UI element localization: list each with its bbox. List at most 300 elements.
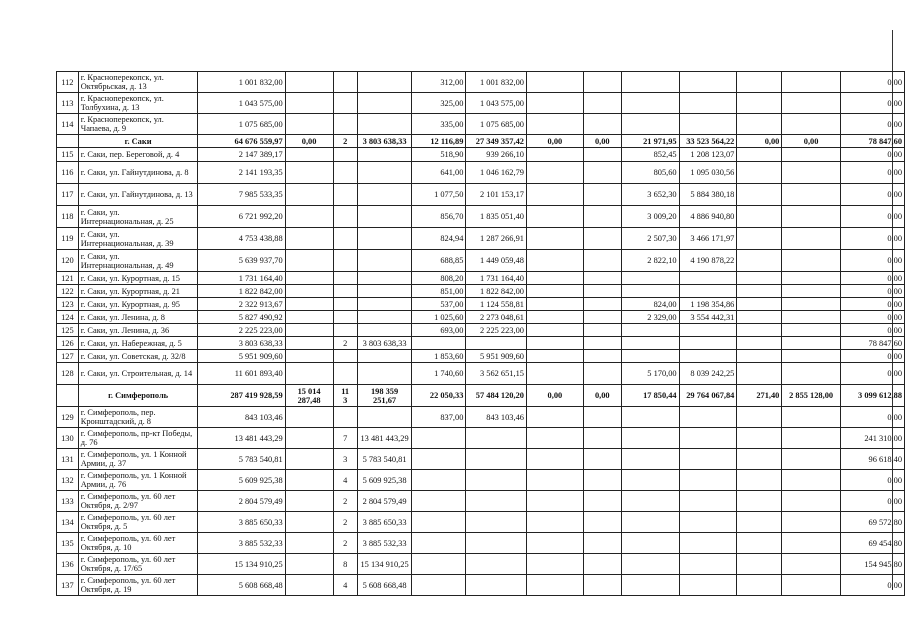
area-e: [621, 428, 679, 449]
area-e: 17 850,44: [621, 385, 679, 407]
count-b: [333, 148, 357, 162]
cost-g: 154 945,80: [840, 554, 904, 575]
cost-c: 1 075 685,00: [466, 114, 527, 135]
cost-b: [357, 350, 411, 363]
count-b: [333, 72, 357, 93]
cost-g: 0,00: [840, 148, 904, 162]
area-f: [737, 311, 782, 324]
cost-g: 0,00: [840, 311, 904, 324]
row-number: 131: [57, 449, 79, 470]
table-row: [57, 311, 905, 324]
area-d: [526, 470, 583, 491]
area-f: [737, 449, 782, 470]
cost-c: 27 349 357,42: [466, 135, 527, 148]
cost-f: [782, 93, 840, 114]
total-cost: 11 601 893,40: [198, 363, 285, 385]
total-cost: 3 885 532,33: [198, 533, 285, 554]
cost-b: 3 885 532,33: [357, 533, 411, 554]
cost-f: [782, 324, 840, 337]
cost-a: [285, 285, 333, 298]
area-c: [412, 512, 466, 533]
count-b: [333, 350, 357, 363]
cost-d: 0,00: [583, 385, 621, 407]
area-c: [412, 491, 466, 512]
cost-g: 78 847,60: [840, 337, 904, 350]
area-c: 1 740,60: [412, 363, 466, 385]
area-c: 1 025,60: [412, 311, 466, 324]
area-c: [412, 554, 466, 575]
area-c: 335,00: [412, 114, 466, 135]
total-cost: 843 103,46: [198, 407, 285, 428]
row-number: 114: [57, 114, 79, 135]
cost-d: [583, 512, 621, 533]
cost-a: [285, 533, 333, 554]
total-cost: 13 481 443,29: [198, 428, 285, 449]
row-number: 118: [57, 206, 79, 228]
area-d: [526, 285, 583, 298]
cost-b: 3 803 638,33: [357, 135, 411, 148]
area-c: 808,20: [412, 272, 466, 285]
cost-g: 78 847,60: [840, 135, 904, 148]
address-cell: г. Саки, ул. Интернациональная, д. 25: [78, 206, 198, 228]
cost-a: [285, 114, 333, 135]
area-c: [412, 449, 466, 470]
table-row: [57, 298, 905, 311]
area-c: 325,00: [412, 93, 466, 114]
total-cost: 5 639 937,70: [198, 250, 285, 272]
cost-f: [782, 285, 840, 298]
area-f: [737, 491, 782, 512]
cost-b: [357, 72, 411, 93]
cost-g: 0,00: [840, 298, 904, 311]
table-row: [57, 470, 905, 491]
total-cost: 287 419 928,59: [198, 385, 285, 407]
area-c: [412, 337, 466, 350]
cost-b: [357, 148, 411, 162]
count-b: [333, 250, 357, 272]
address-cell: г. Симферополь, ул. 60 лет Октября, д. 2/97: [78, 491, 198, 512]
cost-f: [782, 72, 840, 93]
cost-d: [583, 206, 621, 228]
area-f: [737, 533, 782, 554]
address-cell: г. Саки, ул. Строительная, д. 14: [78, 363, 198, 385]
cost-f: 0,00: [782, 135, 840, 148]
cost-f: [782, 554, 840, 575]
row-number: 116: [57, 162, 79, 184]
address-cell: г. Саки, ул. Гайнутдинова, д. 8: [78, 162, 198, 184]
address-cell: г. Симферополь, ул. 60 лет Октября, д. 5: [78, 512, 198, 533]
area-d: [526, 554, 583, 575]
address-cell: г. Саки, ул. Курортная, д. 15: [78, 272, 198, 285]
area-c: 518,90: [412, 148, 466, 162]
table-row: [57, 512, 905, 533]
cost-g: 69 572,80: [840, 512, 904, 533]
area-c: 856,70: [412, 206, 466, 228]
area-e: 852,45: [621, 148, 679, 162]
area-f: [737, 148, 782, 162]
cost-d: [583, 162, 621, 184]
address-cell: г. Красноперекопск, ул. Чапаева, д. 9: [78, 114, 198, 135]
area-f: [737, 272, 782, 285]
cost-c: 1 043 575,00: [466, 93, 527, 114]
cost-e: [679, 407, 737, 428]
cost-e: 4 886 940,80: [679, 206, 737, 228]
cost-b: 3 885 650,33: [357, 512, 411, 533]
total-cost: 2 322 913,67: [198, 298, 285, 311]
row-number: [57, 385, 79, 407]
area-d: [526, 491, 583, 512]
cost-d: [583, 250, 621, 272]
count-b: [333, 272, 357, 285]
count-b: [333, 114, 357, 135]
cost-d: [583, 363, 621, 385]
address-cell: г. Саки: [78, 135, 198, 148]
cost-b: [357, 311, 411, 324]
total-cost: 3 803 638,33: [198, 337, 285, 350]
cost-c: 1 124 558,81: [466, 298, 527, 311]
area-d: [526, 250, 583, 272]
cost-f: [782, 470, 840, 491]
area-f: [737, 162, 782, 184]
area-d: [526, 93, 583, 114]
cost-g: 96 618,40: [840, 449, 904, 470]
cost-a: 0,00: [285, 135, 333, 148]
cost-e: [679, 470, 737, 491]
area-c: 688,85: [412, 250, 466, 272]
cost-f: [782, 206, 840, 228]
count-b: [333, 324, 357, 337]
table-row: [57, 72, 905, 93]
area-e: [621, 470, 679, 491]
address-cell: г. Красноперекопск, ул. Октябрьская, д. 13: [78, 72, 198, 93]
cost-g: 3 099 612,88: [840, 385, 904, 407]
count-b: [333, 285, 357, 298]
area-f: [737, 250, 782, 272]
cost-a: [285, 162, 333, 184]
cost-b: [357, 363, 411, 385]
area-c: 824,94: [412, 228, 466, 250]
address-cell: г. Симферополь, ул. 60 лет Октября, д. 17/65: [78, 554, 198, 575]
cost-d: [583, 324, 621, 337]
cost-e: 1 198 354,86: [679, 298, 737, 311]
cost-c: [466, 449, 527, 470]
cost-b: [357, 298, 411, 311]
cost-d: [583, 285, 621, 298]
total-cost: 5 951 909,60: [198, 350, 285, 363]
address-cell: г. Саки, ул. Ленина, д. 36: [78, 324, 198, 337]
count-b: 11 3: [333, 385, 357, 407]
row-number: 124: [57, 311, 79, 324]
area-f: [737, 428, 782, 449]
cost-c: 1 287 266,91: [466, 228, 527, 250]
cost-d: [583, 350, 621, 363]
area-f: [737, 184, 782, 206]
address-cell: г. Саки, ул. Ленина, д. 8: [78, 311, 198, 324]
area-f: [737, 93, 782, 114]
cost-e: [679, 72, 737, 93]
cost-g: 0,00: [840, 250, 904, 272]
area-f: [737, 206, 782, 228]
area-f: [737, 575, 782, 596]
area-d: [526, 533, 583, 554]
count-b: 3: [333, 449, 357, 470]
area-d: [526, 228, 583, 250]
cost-d: [583, 533, 621, 554]
area-f: [737, 363, 782, 385]
cost-c: 1 835 051,40: [466, 206, 527, 228]
area-f: [737, 512, 782, 533]
table-row: [57, 324, 905, 337]
cost-b: [357, 114, 411, 135]
cost-d: [583, 311, 621, 324]
total-cost: 3 885 650,33: [198, 512, 285, 533]
row-number: 137: [57, 575, 79, 596]
cost-e: [679, 324, 737, 337]
housing-repair-table: [56, 71, 905, 596]
area-f: [737, 72, 782, 93]
cost-a: [285, 228, 333, 250]
table-row: [57, 184, 905, 206]
cost-d: [583, 337, 621, 350]
area-c: 312,00: [412, 72, 466, 93]
cost-d: 0,00: [583, 135, 621, 148]
area-e: [621, 324, 679, 337]
cost-c: 2 101 153,17: [466, 184, 527, 206]
area-f: [737, 337, 782, 350]
area-c: 537,00: [412, 298, 466, 311]
cost-c: [466, 337, 527, 350]
count-b: [333, 93, 357, 114]
count-b: [333, 162, 357, 184]
cost-a: [285, 491, 333, 512]
cost-d: [583, 298, 621, 311]
area-e: 2 329,00: [621, 311, 679, 324]
cost-c: [466, 512, 527, 533]
cost-e: [679, 285, 737, 298]
table-row: [57, 228, 905, 250]
cost-f: [782, 407, 840, 428]
cost-f: [782, 533, 840, 554]
cost-a: [285, 298, 333, 311]
cost-b: 15 134 910,25: [357, 554, 411, 575]
cost-c: [466, 428, 527, 449]
cost-c: 1 001 832,00: [466, 72, 527, 93]
cost-b: [357, 324, 411, 337]
cost-e: [679, 512, 737, 533]
count-b: [333, 298, 357, 311]
address-cell: г. Саки, ул. Интернациональная, д. 49: [78, 250, 198, 272]
address-cell: г. Саки, ул. Гайнутдинова, д. 13: [78, 184, 198, 206]
cost-f: [782, 298, 840, 311]
cost-a: [285, 311, 333, 324]
table-row: [57, 533, 905, 554]
address-cell: г. Симферополь, ул. 60 лет Октября, д. 19: [78, 575, 198, 596]
area-e: 2 507,30: [621, 228, 679, 250]
area-c: 837,00: [412, 407, 466, 428]
area-c: 1 077,50: [412, 184, 466, 206]
cost-d: [583, 575, 621, 596]
count-b: [333, 407, 357, 428]
table-row: [57, 575, 905, 596]
row-number: 123: [57, 298, 79, 311]
cost-e: [679, 350, 737, 363]
cost-e: [679, 575, 737, 596]
cost-a: [285, 350, 333, 363]
cost-g: 0,00: [840, 206, 904, 228]
count-b: 7: [333, 428, 357, 449]
cost-e: 5 884 380,18: [679, 184, 737, 206]
cost-g: 0,00: [840, 491, 904, 512]
area-e: [621, 93, 679, 114]
cost-g: 0,00: [840, 162, 904, 184]
count-b: 4: [333, 470, 357, 491]
cost-a: [285, 272, 333, 285]
cost-e: 1 208 123,07: [679, 148, 737, 162]
cost-e: 3 466 171,97: [679, 228, 737, 250]
cost-d: [583, 93, 621, 114]
row-number: 129: [57, 407, 79, 428]
area-e: [621, 491, 679, 512]
count-b: 2: [333, 337, 357, 350]
count-b: [333, 206, 357, 228]
area-d: [526, 575, 583, 596]
cost-d: [583, 470, 621, 491]
area-d: [526, 162, 583, 184]
total-cost: 6 721 992,20: [198, 206, 285, 228]
cost-a: [285, 407, 333, 428]
address-cell: г. Красноперекопск, ул. Толбухина, д. 13: [78, 93, 198, 114]
cost-a: [285, 428, 333, 449]
area-e: 805,60: [621, 162, 679, 184]
cost-c: 843 103,46: [466, 407, 527, 428]
cost-d: [583, 272, 621, 285]
count-b: [333, 228, 357, 250]
cost-c: 2 273 048,61: [466, 311, 527, 324]
total-cost: 2 141 193,35: [198, 162, 285, 184]
cost-g: 0,00: [840, 285, 904, 298]
table-row: [57, 272, 905, 285]
cost-a: [285, 72, 333, 93]
row-number: 126: [57, 337, 79, 350]
cost-g: 0,00: [840, 184, 904, 206]
address-cell: г. Саки, ул. Курортная, д. 21: [78, 285, 198, 298]
area-d: [526, 114, 583, 135]
area-d: [526, 449, 583, 470]
area-f: [737, 324, 782, 337]
cost-e: [679, 428, 737, 449]
cost-f: [782, 512, 840, 533]
cost-f: [782, 148, 840, 162]
area-f: [737, 228, 782, 250]
cost-e: [679, 491, 737, 512]
cost-b: [357, 184, 411, 206]
table-row: [57, 114, 905, 135]
cost-g: 241 310,00: [840, 428, 904, 449]
total-cost: 15 134 910,25: [198, 554, 285, 575]
cost-a: [285, 575, 333, 596]
area-f: [737, 114, 782, 135]
cost-d: [583, 491, 621, 512]
cost-c: 3 562 651,15: [466, 363, 527, 385]
cost-f: 2 855 128,00: [782, 385, 840, 407]
address-cell: г. Саки, пер. Береговой, д. 4: [78, 148, 198, 162]
cost-g: 0,00: [840, 72, 904, 93]
cost-d: [583, 72, 621, 93]
area-d: [526, 407, 583, 428]
area-e: [621, 350, 679, 363]
cost-f: [782, 184, 840, 206]
cost-c: 939 266,10: [466, 148, 527, 162]
cost-b: 5 608 668,48: [357, 575, 411, 596]
cost-d: [583, 228, 621, 250]
cost-c: [466, 554, 527, 575]
cost-b: [357, 250, 411, 272]
cost-e: [679, 114, 737, 135]
cost-c: 5 951 909,60: [466, 350, 527, 363]
area-d: [526, 72, 583, 93]
cost-a: [285, 449, 333, 470]
cost-a: [285, 93, 333, 114]
total-cost: 4 753 438,88: [198, 228, 285, 250]
area-f: [737, 285, 782, 298]
area-c: 693,00: [412, 324, 466, 337]
cost-f: [782, 491, 840, 512]
row-number: 134: [57, 512, 79, 533]
table-row: [57, 250, 905, 272]
cost-f: [782, 162, 840, 184]
area-d: [526, 337, 583, 350]
count-b: 2: [333, 135, 357, 148]
cost-e: 29 764 067,84: [679, 385, 737, 407]
total-cost: 64 676 559,97: [198, 135, 285, 148]
table-row: [57, 407, 905, 428]
cost-f: [782, 363, 840, 385]
row-number: 132: [57, 470, 79, 491]
cost-a: [285, 250, 333, 272]
total-cost: 5 609 925,38: [198, 470, 285, 491]
cost-g: 0,00: [840, 470, 904, 491]
area-e: 5 170,00: [621, 363, 679, 385]
cost-f: [782, 250, 840, 272]
cost-e: 33 523 564,22: [679, 135, 737, 148]
cost-a: 15 014 287,48: [285, 385, 333, 407]
table-row: [57, 428, 905, 449]
cost-c: 1 822 842,00: [466, 285, 527, 298]
area-e: [621, 272, 679, 285]
row-number: 120: [57, 250, 79, 272]
cost-e: 8 039 242,25: [679, 363, 737, 385]
total-cost: 5 608 668,48: [198, 575, 285, 596]
area-d: [526, 428, 583, 449]
count-b: 2: [333, 512, 357, 533]
area-c: [412, 428, 466, 449]
count-b: 2: [333, 491, 357, 512]
area-e: [621, 114, 679, 135]
total-cost: 5 783 540,81: [198, 449, 285, 470]
area-e: [621, 533, 679, 554]
area-e: [621, 512, 679, 533]
cost-d: [583, 407, 621, 428]
cost-a: [285, 554, 333, 575]
area-d: [526, 363, 583, 385]
cost-b: [357, 93, 411, 114]
cost-d: [583, 449, 621, 470]
table-row: [57, 337, 905, 350]
area-e: 3 009,20: [621, 206, 679, 228]
area-c: [412, 470, 466, 491]
area-c: 851,00: [412, 285, 466, 298]
area-d: [526, 148, 583, 162]
